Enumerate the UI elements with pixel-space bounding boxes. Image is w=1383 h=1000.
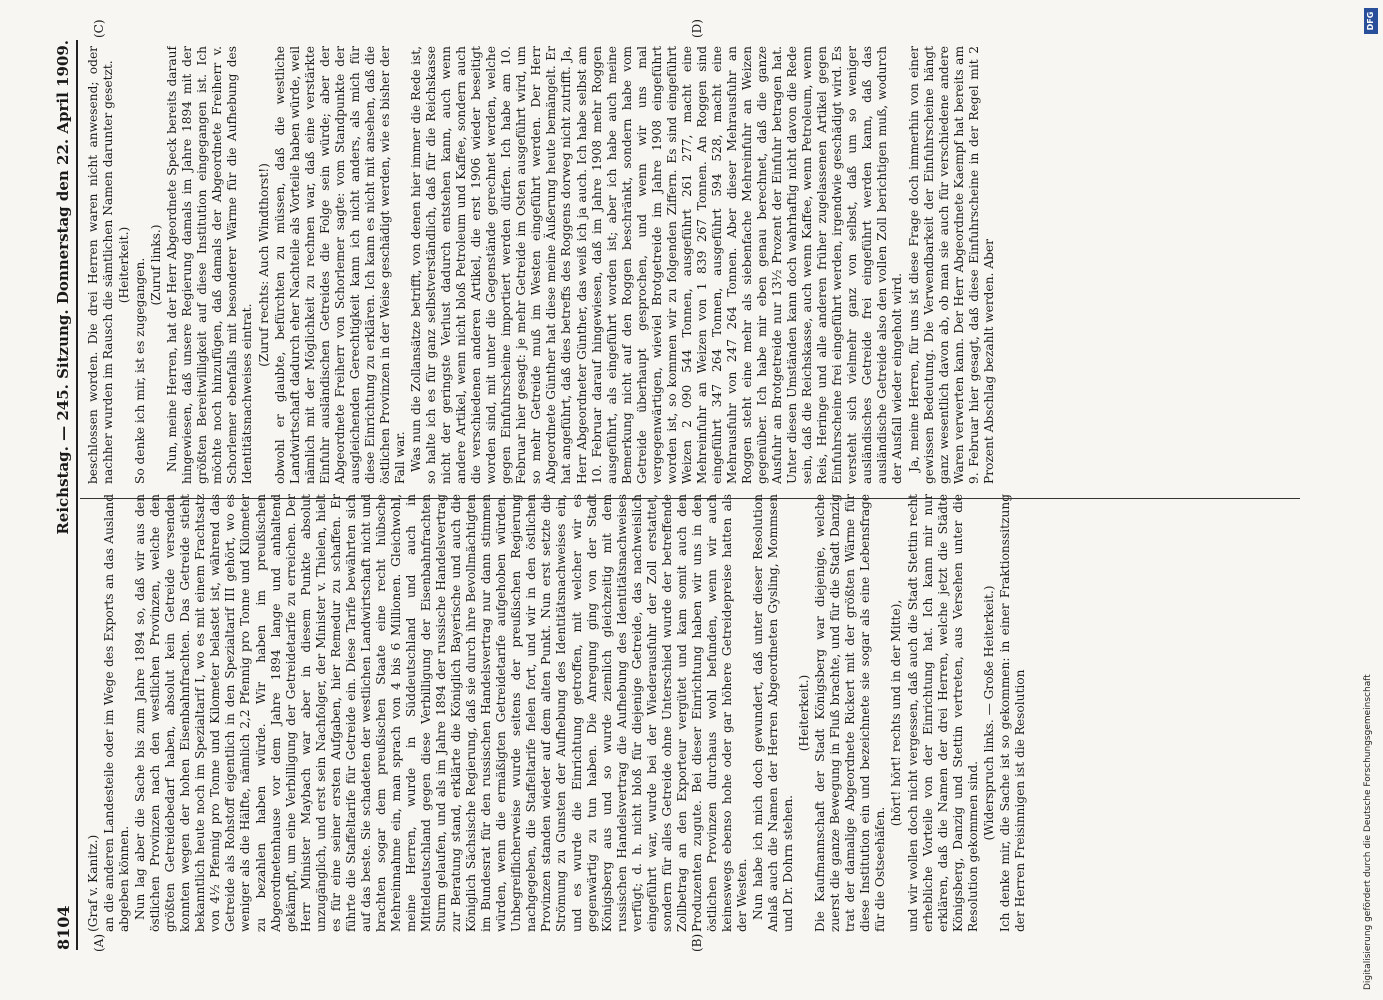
paragraph: beschlossen worden. Die drei Herren waren nicht anwesend; oder nachher wurden im Rausch die sämtlichen Namen darunter gesetzt. — [86, 46, 116, 484]
margin-marker-b: (B) — [690, 933, 704, 952]
dfg-logo-text: DFG — [1366, 11, 1375, 31]
paragraph: (Zuruf rechts: Auch Windthorst!) — [256, 163, 271, 367]
paragraph: Nun habe ich mich doch gewundert, daß unter dieser Resolution Anlaß auch die Namen der Herren Abgeordneten Gysling, Mommsen und Dr. Dohrn stehen. — [751, 494, 796, 932]
paragraph: (Heiterkeit.) — [117, 226, 132, 304]
page-title: Reichstag. — 245. Sitzung. Donnerstag den 22. April 1909. — [54, 40, 72, 535]
margin-marker-c: (C) — [92, 19, 106, 38]
dfg-logo — [1364, 8, 1378, 34]
paragraph: Ich denke mir, die Sache ist so gekommen: in einer Fraktionssitzung der Herren Freisinnigen ist die Resolution — [997, 494, 1027, 932]
paragraph: (Graf v. Kanitz.) — [86, 834, 100, 932]
paragraph: (Heiterkeit.) — [797, 674, 812, 752]
paragraph: Nun lag aber die Sache bis zum Jahre 1894 so, daß wir aus den östlichen Provinzen nach den westlichen Provinzen, welche den größten Getreidebedarf haben, absolut kein Getreide versenden konnten wegen der hohen Eisenbahnfrachten. Das Getreide stieht bekanntlich heute noch im Spezialtarif I, wo es mit einem Frachtsatz von 4½ Pfennig pro Tonne und Kilometer belastet ist, während das Getreide als Rohstoff eigentlich in den Spezialtarif III gehört, wo es weniger als die Hälfte, nämlich 2,2 Pfennig pro Tonne und Kilometer zu bezahlen haben würde. Wir haben im preußischen Abgeordnetenhause vor dem Jahre 1894 lange und anhaltend gekämpft, um eine Verbilligung der Getreidetarife zu erreichen. Der Herr Minister Maybach war aber in diesem Punkte absolut unzugänglich, und erst sein Nachfolger, der Minister v. Thielen, hielt es für eine seiner ersten Aufgaben, hier Remedur zu schaffen. Er führte die Staffeltarife für Getreide ein. Diese Tarife bewährten sich auf das beste. Sie schadeten der westlichen Landwirtschaft nicht und brachten sogar dem preußischen Staate eine recht hübsche Mehreinnahme ein, man sprach von 4 bis 6 Millionen. Gleichwohl, meine Herren, wurde in Süddeutschland und auch in Mitteldeutschland gegen diese Verbilligung der Eisenbahnfrachten Sturm gelaufen, und als im Jahre 1894 der russische Handelsvertrag zur Beratung stand, erklärte die Königlich Bayerische und auch die Königlich Sächsische Regierung, daß sie durch ihre Bevollmächtigten im Bundesrat für den russischen Handelsvertrag nur dann stimmen würden, wenn die ermäßigten Getreidetarife aufgehoben würden. Unbegreiflicherweise wurde seitens der preußischen Regierung nachgegeben, die Staffeltarife fielen fort, und wir in den östlichen Provinzen standen wieder auf dem alten Punkt. Nun erst setzte die Strömung zu Gunsten der Aufhebung des Identitätsnachweises ein, und es wurde die Einrichtung getroffen, mit welcher wir es gegenwärtig zu tun haben. Die Anregung ging von der Stadt Königsberg aus und so wurde ziemlich gleichzeitig mit dem russischen Handelsvertrag die Aufhebung des Identitätsnachweises verfügt; d. h. nicht bloß für diejenige Getreide, das nachweislich eingeführt war, wurde bei der Wiederausfuhr der Zoll erstattet, sondern für alles Getreide ohne Unterschied wurde der betreffende Zollbetrag an den Exporteur vergütet und kam somit auch den Produzenten zugute. Bei dieser Einrichtung haben wir uns in den östlichen Provinzen durchaus wohl befunden, wenn wir auch keineswegs ebenso hohe oder gar höhere Getreidepreise hatten als der Westen. — [133, 494, 750, 932]
stamp-text: Digitalisierung gefördert durch die Deutsche Forschungsgemeinschaft — [1363, 674, 1373, 990]
paragraph: Ja, meine Herren, für uns ist diese Frage doch immerhin von einer gewissen Bedeutung. Die Verwendbarkeit der Einfuhrscheine hängt ganz wesentlich davon ab, ob man sie auch für verschiedene andere Waren verwerten kann. Der Herr Abgeordnete Kaempf hat bereits am 9. Februar hier gesagt, daß diese Einfuhrscheine in der Regel mit 2 Prozent Abschlag bezahlt werden. Aber — [906, 46, 996, 484]
header-rule — [76, 40, 78, 950]
page-number: 8104 — [53, 905, 73, 950]
paragraph: (Zuruf links.) — [149, 224, 164, 306]
paragraph: (hört! hört! rechts und in der Mitte), — [889, 599, 904, 827]
paragraph: Die Kaufmannschaft der Stadt Königsberg war diejenige, welche zuerst die ganze Bewegung in Fluß brachte, und für die Stadt Danzig trat der damalige Abgeordnete Rickert mit der größten Wärme für diese Institution ein und bezeichnete sie sogar als eine Lebensfrage für die Ostseehäfen. — [813, 494, 888, 932]
paragraph: Was nun die Zollansätze betrifft, von denen hier immer die Rede ist, so halte ich es für ganz selbstverständlich, daß für die Reichskasse nicht der geringste Verlust dadurch entstehen kann, auch wenn andere Artikel, wenn nicht bloß Petroleum und Kaffee, sondern auch die verschiedenen anderen Artikel, die erst 1906 wieder beseitigt worden sind, mit unter die Gegenstände gerechnet werden, welche gegen Einfuhrscheine importiert werden dürfen. Ich habe am 10. Februar hier gesagt: je mehr Getreide im Osten ausgeführt wird, um so mehr Getreide muß im Westen eingeführt werden. Der Herr Abgeordnete Günther hat diese meine Äußerung heute bemängelt. Er hat angeführt, daß dies betreffs des Roggens dorweg nicht zutrifft. Ja, Herr Abgeordneter Günther, das weiß ich ja auch. Ich habe selbst am 10. Februar darauf hingewiesen, daß im Jahre 1908 mehr Roggen ausgeführt, als eingeführt worden ist; aber ich habe auch meine Bemerkung nicht auf den Roggen beschränkt, sondern habe vom Getreide überhaupt gesprochen, und wenn wir uns mal vergegenwärtigen, wieviel Brotgetreide im Jahre 1908 eingeführt worden ist, so kommen wir zu folgenden Ziffern. Es sind eingeführt Weizen 2 090 544 Tonnen, ausgeführt 261 277, macht eine Mehreinfuhr an Weizen von 1 839 267 Tonnen. An Roggen sind eingeführt 347 264 Tonnen, ausgeführt 594 528, macht eine Mehrausfuhr von 247 264 Tonnen. Aber dieser Mehrausfuhr an Roggen steht eine mehr als siebenfache Mehreinfuhr an Weizen gegenüber. Ich habe mir eben genau berechnet, daß die ganze Ausfuhr an Brotgetreide nur 13½ Prozent der Einfuhr betragen hat. Unter diesen Umständen kann doch wahrhaftig nicht davon die Rede sein, daß die Reichskasse, auch wenn Kaffee, wenn Petroleum, wenn Reis, Heringe und alle anderen früher zugelassenen Artikel gegen Einfuhrscheine frei eingeführt werden, irgendwie geschädigt wird. Es versteht sich vielmehr ganz von selbst, daß um so weniger ausländisches Getreide frei eingeführt werden kann, daß das ausländische Getreide also den vollen Zoll berichtigen muß, wodurch der Ausfall wieder eingeholt wird. — [408, 46, 905, 484]
paragraph: (Widerspruch links. — Große Heiterkeit.) — [981, 585, 996, 841]
column-divider — [80, 498, 1300, 499]
digitization-stamp — [1361, 10, 1377, 990]
right-column — [86, 46, 1286, 484]
paragraph: an die anderen Landesteile oder im Wege des Exports an das Ausland abgeben können. — [102, 494, 132, 932]
left-column — [86, 494, 1286, 932]
paragraph: und wir wollen doch nicht vergessen, daß auch die Stadt Stettin recht erhebliche Vorteile von der Einrichtung hat. Ich kann mir nur erklären, daß die Namen der drei Herren, welche jetzt die Städte Königsberg, Danzig und Stettin vertreten, aus Versehen unter die Resolution gekommen sind. — [905, 494, 980, 932]
page-header — [52, 40, 74, 950]
paragraph: So denke ich mir, ist es zugegangen. — [133, 257, 148, 484]
margin-marker-a: (A) — [92, 933, 106, 952]
paragraph: Nun, meine Herren, hat der Herr Abgeordnete Speck bereits darauf hingewiesen, daß unsere Regierung damals im Jahre 1894 mit der größten Bereitwilligkeit auf diese Institution eingegangen ist. Ich möchte noch hinzufügen, daß damals der Abgeordnete Freiherr v. Schorlemer ebenfalls mit besonderer Wärme für die Aufhebung des Identitätsnachweises eintrat. — [165, 46, 255, 484]
paragraph: obwohl er glaubte, befürchten zu müssen, daß die westliche Landwirtschaft dadurch eher Nachteile als Vorteile haben würde, weil nämlich mit der Möglichkeit zu rechnen war, daß eine verstärkte Einfuhr ausländischen Getreides die Folge sein würde; aber der Abgeordnete Freiherr von Schorlemer sagte: vom Standpunkte der ausgleichenden Gerechtigkeit kann ich nicht anders, als mich für diese Einrichtung zu erklären. Ich kann es nicht mit ansehen, daß die östlichen Provinzen in der Weise geschädigt werden, wie es bisher der Fall war. — [272, 46, 407, 484]
margin-marker-d: (D) — [690, 19, 704, 38]
